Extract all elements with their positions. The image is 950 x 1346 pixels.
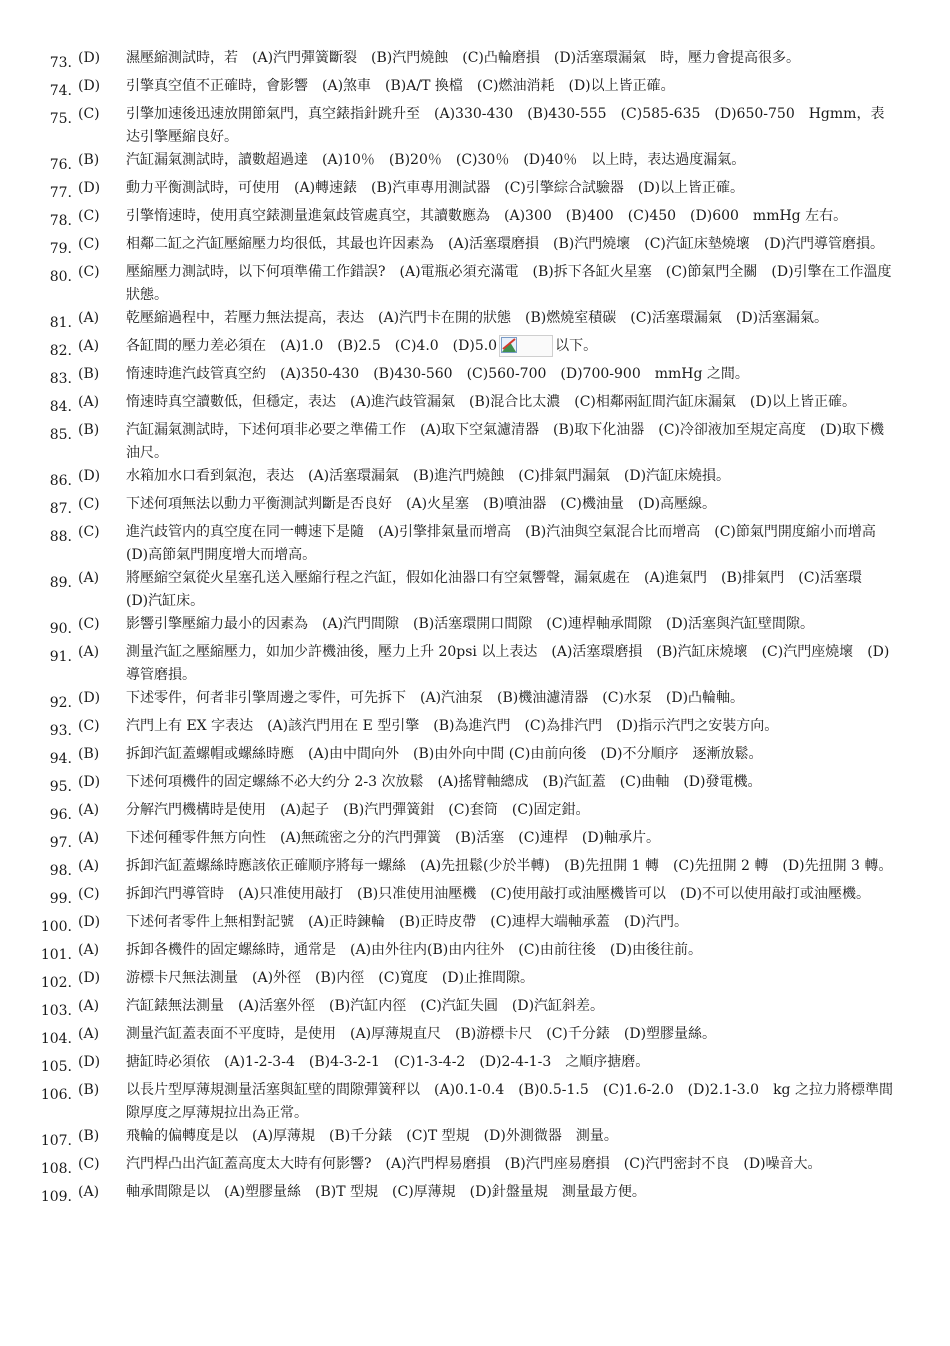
question-text (126, 939, 894, 962)
question-number: 109. (40, 1189, 72, 1205)
question-body: 惰速時進汽歧管真空約 (A)350-430 (B)430-560 (C)560-700 (D)700-900 mmHg 之間。 (126, 366, 749, 382)
question-row (0, 939, 950, 967)
question-row (0, 967, 950, 995)
answer-key: (C) (78, 106, 100, 122)
question-text (126, 911, 894, 934)
answer-key: (D) (78, 78, 101, 94)
question-row (0, 419, 950, 465)
question-number: 94. (49, 751, 72, 767)
question-text (126, 391, 894, 414)
question-body: 引擎加速後迅速放開節氣門，真空錶指針跳升至 (A)330-430 (B)430-555 (C)585-635 (D)650-750 Hgmm，表达引擎壓縮良好。 (126, 106, 885, 145)
question-body: 乾壓縮過程中，若壓力無法提高，表达 (A)汽門卡在開的狀態 (B)燃燒室積碳 (C)活塞環漏氣 (D)活塞漏氣。 (126, 310, 829, 326)
question-text (126, 855, 894, 878)
question-row (0, 205, 950, 233)
question-text (126, 827, 894, 850)
question-number: 95. (49, 779, 72, 795)
question-text (126, 967, 894, 990)
answer-key: (D) (78, 180, 101, 196)
question-text (126, 743, 894, 766)
question-list (0, 47, 950, 1209)
question-row (0, 521, 950, 567)
answer-key: (D) (78, 690, 101, 706)
question-row (0, 335, 950, 363)
question-number: 85. (49, 427, 72, 443)
question-number: 91. (49, 649, 72, 665)
answer-key: (C) (78, 524, 100, 540)
question-number: 89. (49, 575, 72, 591)
answer-key: (D) (78, 774, 101, 790)
question-row (0, 103, 950, 149)
answer-key: (C) (78, 208, 100, 224)
question-number: 77. (49, 185, 72, 201)
question-body-suffix: 以下。 (555, 338, 598, 354)
question-text (126, 715, 894, 738)
answer-key: (A) (78, 1184, 100, 1200)
question-text (126, 233, 894, 256)
question-number: 75. (49, 111, 72, 127)
question-number: 80. (49, 269, 72, 285)
answer-key: (B) (78, 152, 100, 168)
answer-key: (C) (78, 616, 100, 632)
question-body: 影響引擎壓縮力最小的因素為 (A)汽門間隙 (B)活塞環開口間隙 (C)連桿軸承間隙 (D)活塞與汽缸壁間隙。 (126, 616, 815, 632)
answer-key: (C) (78, 1156, 100, 1172)
answer-key: (C) (78, 236, 100, 252)
answer-key: (D) (78, 468, 101, 484)
question-number: 93. (49, 723, 72, 739)
answer-key: (D) (78, 1054, 101, 1070)
question-row (0, 1125, 950, 1153)
question-body: 汽門桿凸出汽缸蓋高度太大時有何影響? (A)汽門桿易磨損 (B)汽門座易磨損 (C)汽門密封不良 (D)噪音大。 (126, 1156, 822, 1172)
question-text (126, 1125, 894, 1148)
question-text (126, 613, 894, 636)
question-body: 分解汽門機構時是使用 (A)起子 (B)汽門彈簧鉗 (C)套筒 (C)固定鉗。 (126, 802, 590, 818)
question-row (0, 75, 950, 103)
answer-key: (A) (78, 1026, 100, 1042)
answer-key: (B) (78, 366, 100, 382)
question-row (0, 493, 950, 521)
question-row (0, 1181, 950, 1209)
question-row (0, 687, 950, 715)
question-number: 96. (49, 807, 72, 823)
answer-key: (B) (78, 1082, 100, 1098)
answer-key: (B) (78, 746, 100, 762)
question-body: 下述何項機件的固定螺絲不必大约分 2-3 次放鬆 (A)搖臂軸總成 (B)汽缸蓋 (C)曲軸 (D)發電機。 (126, 774, 762, 790)
question-row (0, 911, 950, 939)
question-row (0, 261, 950, 307)
question-row (0, 567, 950, 613)
answer-key: (A) (78, 310, 100, 326)
question-text (126, 493, 894, 516)
question-number: 86. (49, 473, 72, 489)
question-body: 動力平衡測試時，可使用 (A)轉速錶 (B)汽車專用測試器 (C)引擎綜合試驗器 (D)以上皆正確。 (126, 180, 745, 196)
answer-key: (B) (78, 422, 100, 438)
question-number: 97. (49, 835, 72, 851)
question-body: 惰速時真空讀數低，但穩定，表达 (A)進汽歧管漏氣 (B)混合比太濃 (C)相鄰兩缸間汽缸床漏氣 (D)以上皆正確。 (126, 394, 857, 410)
question-row (0, 307, 950, 335)
question-text (126, 995, 894, 1018)
question-row (0, 613, 950, 641)
question-number: 83. (49, 371, 72, 387)
answer-key: (A) (78, 942, 100, 958)
question-body: 汽缸漏氣測試時，讀數超過達 (A)10％ (B)20％ (C)30％ (D)40％ 以上時，表达過度漏氣。 (126, 152, 746, 168)
question-body: 搪缸時必須依 (A)1-2-3-4 (B)4-3-2-1 (C)1-3-4-2 (D)2-4-1-3 之順序搪磨。 (126, 1054, 650, 1070)
answer-key: (A) (78, 998, 100, 1014)
answer-key: (A) (78, 802, 100, 818)
question-text (126, 363, 894, 386)
question-number: 107. (40, 1133, 72, 1149)
question-number: 79. (49, 241, 72, 257)
question-body: 測量汽缸之壓縮壓力，如加少許機油後，壓力上升 20psi 以上表达 (A)活塞環磨損 (B)汽缸床燒壞 (C)汽門座燒壞 (D)導管磨損。 (126, 644, 890, 683)
question-number: 84. (49, 399, 72, 415)
question-text (126, 1079, 894, 1125)
question-row (0, 391, 950, 419)
answer-key: (C) (78, 496, 100, 512)
question-number: 78. (49, 213, 72, 229)
question-body: 游標卡尺無法測量 (A)外徑 (B)内徑 (C)寬度 (D)止推間隙。 (126, 970, 535, 986)
question-number: 88. (49, 529, 72, 545)
answer-key: (C) (78, 886, 100, 902)
question-body: 飛輪的偏轉度是以 (A)厚薄規 (B)千分錶 (C)T 型規 (D)外測微器 測量。 (126, 1128, 618, 1144)
answer-key: (A) (78, 830, 100, 846)
question-row (0, 177, 950, 205)
question-row (0, 1051, 950, 1079)
question-number: 101. (40, 947, 72, 963)
question-row (0, 233, 950, 261)
question-number: 106. (40, 1087, 72, 1103)
question-text (126, 419, 894, 465)
question-row (0, 743, 950, 771)
question-row (0, 855, 950, 883)
answer-key: (C) (78, 718, 100, 734)
answer-key: (A) (78, 858, 100, 874)
question-number: 87. (49, 501, 72, 517)
question-number: 102. (40, 975, 72, 991)
question-row (0, 641, 950, 687)
question-body: 拆卸汽門導管時 (A)只准使用敲打 (B)只准使用油壓機 (C)使用敲打或油壓機皆可以 (D)不可以使用敲打或油壓機。 (126, 886, 871, 902)
question-body: 拆卸汽缸蓋螺帽或螺絲時應 (A)由中間向外 (B)由外向中間 (C)由前向後 (D)不分順序 逐漸放鬆。 (126, 746, 763, 762)
question-number: 82. (49, 343, 72, 359)
answer-key: (A) (78, 570, 100, 586)
question-body: 濕壓縮測試時，若 (A)汽門彈簧斷裂 (B)汽門燒蝕 (C)凸輪磨損 (D)活塞環漏氣 時，壓力會提高很多。 (126, 50, 801, 66)
question-row (0, 1079, 950, 1125)
question-text (126, 883, 894, 906)
question-number: 105. (40, 1059, 72, 1075)
answer-key: (D) (78, 970, 101, 986)
question-text (126, 261, 894, 307)
question-row (0, 465, 950, 493)
answer-key: (A) (78, 394, 100, 410)
question-text (126, 335, 894, 358)
question-text (126, 75, 894, 98)
question-text (126, 1051, 894, 1074)
question-number: 103. (40, 1003, 72, 1019)
question-body: 相鄰二缸之汽缸壓縮壓力均很低，其最也许因素為 (A)活塞環磨損 (B)汽門燒壞 (C)汽缸床墊燒壞 (D)汽門導管磨損。 (126, 236, 885, 252)
question-body: 進汽歧管内的真空度在同一轉速下是隨 (A)引擎排氣量而增高 (B)汽油與空氣混合比而增高 (C)節氣門開度縮小而增高 (D)高節氣門開度增大而增高。 (126, 524, 890, 563)
question-text (126, 103, 894, 149)
answer-key: (D) (78, 914, 101, 930)
question-body: 汽缸漏氣測試時，下述何項非必要之準備工作 (A)取下空氣濾清器 (B)取下化油器 (C)冷卻液加至規定高度 (D)取下機油尺。 (126, 422, 885, 461)
question-number: 92. (49, 695, 72, 711)
broken-image-icon (499, 335, 553, 357)
question-number: 100. (40, 919, 72, 935)
question-body: 下述何種零件無方向性 (A)無疏密之分的汽門彈簧 (B)活塞 (C)連桿 (D)軸承片。 (126, 830, 661, 846)
answer-key: (D) (78, 50, 101, 66)
question-row (0, 47, 950, 75)
answer-key: (C) (78, 264, 100, 280)
question-body: 汽門上有 EX 字表达 (A)該汽門用在 E 型引擎 (B)為進汽門 (C)為排汽門 (D)指示汽門之安裝方向。 (126, 718, 779, 734)
question-row (0, 363, 950, 391)
question-number: 104. (40, 1031, 72, 1047)
question-text (126, 1153, 894, 1176)
question-row (0, 995, 950, 1023)
question-body: 水箱加水口看到氣泡，表达 (A)活塞環漏氣 (B)進汽門燒蝕 (C)排氣門漏氣 (D)汽缸床燒損。 (126, 468, 731, 484)
question-text (126, 799, 894, 822)
question-row (0, 1023, 950, 1051)
question-text (126, 641, 894, 687)
question-text (126, 687, 894, 710)
question-body: 引擎惰速時，使用真空錶測量進氣歧管處真空，其讀數應為 (A)300 (B)400 (C)450 (D)600 mmHg 左右。 (126, 208, 848, 224)
question-body: 各缸間的壓力差必須在 (A)1.0 (B)2.5 (C)4.0 (D)5.0 (126, 338, 498, 354)
question-text (126, 465, 894, 488)
question-text (126, 307, 894, 330)
question-row (0, 715, 950, 743)
question-text (126, 567, 894, 613)
answer-key: (B) (78, 1128, 100, 1144)
question-text (126, 47, 894, 70)
question-body: 軸承間隙是以 (A)塑膠量絲 (B)T 型規 (C)厚薄規 (D)針盤量規 測量最方便。 (126, 1184, 646, 1200)
answer-key: (A) (78, 338, 100, 354)
question-text (126, 205, 894, 228)
question-body: 下述何者零件上無相對記號 (A)正時鍊輪 (B)正時皮帶 (C)連桿大端軸承蓋 (D)汽門。 (126, 914, 689, 930)
question-body: 壓縮壓力測試時，以下何項準備工作錯誤? (A)電瓶必須充滿電 (B)拆下各缸火星塞 (C)節氣門全關 (D)引擎在工作溫度狀態。 (126, 264, 892, 303)
question-number: 81. (49, 315, 72, 331)
question-row (0, 883, 950, 911)
question-body: 下述零件，何者非引擎周邊之零件，可先拆下 (A)汽油泵 (B)機油濾清器 (C)水泵 (D)凸輪軸。 (126, 690, 745, 706)
question-number: 74. (49, 83, 72, 99)
question-body: 引擎真空值不正確時，會影響 (A)煞車 (B)A/T 換檔 (C)燃油消耗 (D)以上皆正確。 (126, 78, 675, 94)
question-number: 76. (49, 157, 72, 173)
question-row (0, 1153, 950, 1181)
question-row (0, 799, 950, 827)
question-number: 99. (49, 891, 72, 907)
question-body: 汽缸錶無法測量 (A)活塞外徑 (B)汽缸内徑 (C)汽缸失圓 (D)汽缸斜差。 (126, 998, 605, 1014)
question-body: 以長片型厚薄規測量活塞與缸壁的間隙彈簧秤以 (A)0.1-0.4 (B)0.5-1.5 (C)1.6-2.0 (D)2.1-3.0 kg 之拉力將標準間隙厚度之厚薄規拉出為正常。 (126, 1082, 893, 1121)
question-number: 90. (49, 621, 72, 637)
question-text (126, 771, 894, 794)
answer-key: (A) (78, 644, 100, 660)
question-number: 73. (49, 55, 72, 71)
question-row (0, 149, 950, 177)
question-text (126, 1181, 894, 1204)
question-text (126, 149, 894, 172)
question-body: 測量汽缸蓋表面不平度時，是使用 (A)厚薄規直尺 (B)游標卡尺 (C)千分錶 (D)塑膠量絲。 (126, 1026, 717, 1042)
question-row (0, 771, 950, 799)
question-text (126, 177, 894, 200)
question-body: 拆卸汽缸蓋螺絲時應該依正確顺序將每一螺絲 (A)先扭鬆(少於半轉) (B)先扭開 1 轉 (C)先扭開 2 轉 (D)先扭開 3 轉。 (126, 858, 893, 874)
question-row (0, 827, 950, 855)
question-body: 將壓縮空氣從火星塞孔送入壓縮行程之汽缸，假如化油器口有空氣響聲，漏氣處在 (A)進氣門 (B)排氣門 (C)活塞環 (D)汽缸床。 (126, 570, 876, 609)
question-text (126, 521, 894, 567)
question-text (126, 1023, 894, 1046)
question-number: 108. (40, 1161, 72, 1177)
question-number: 98. (49, 863, 72, 879)
question-body: 下述何項無法以動力平衡測試判斷是否良好 (A)火星塞 (B)噴油器 (C)機油量 (D)高壓線。 (126, 496, 717, 512)
question-body: 拆卸各機件的固定螺絲時，通常是 (A)由外往内(B)由内往外 (C)由前往後 (D)由後往前。 (126, 942, 703, 958)
